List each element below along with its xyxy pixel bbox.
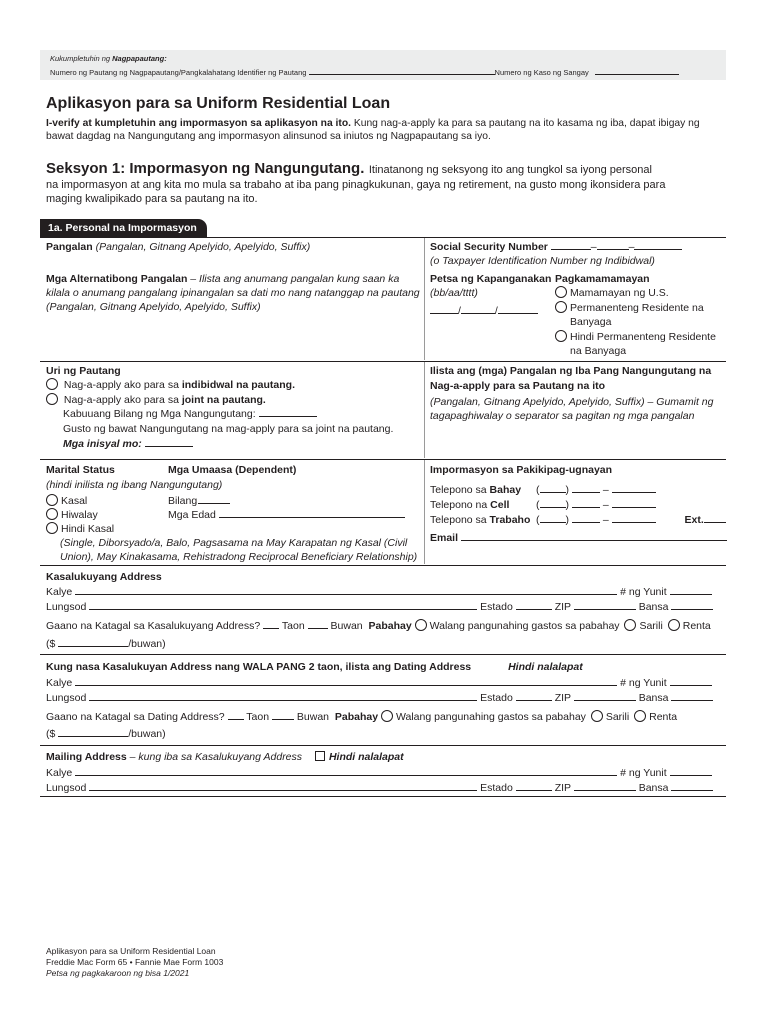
joint-credit-option[interactable]: Nag-a-apply ako para sa joint na pautang. — [46, 393, 266, 407]
name-label: Pangalan (Pangalan, Gitnang Apelyido, Apelyido, Suffix) — [46, 241, 311, 253]
section-description: na impormasyon at ang kita mo mula sa trabaho at iba pang pinagkukunan, gaya ng retirement, na gusto mong ikonsidera para maging kwalipikado para sa pautang na ito. — [46, 179, 666, 205]
current-rent-row: ($ /buwan) — [46, 638, 166, 650]
alt-names-field[interactable] — [46, 316, 416, 356]
loan-number-row — [50, 66, 679, 77]
former-housing-row: Gaano na Katagal sa Dating Address? Taon Buwan Pabahay Walang pangunahing gastos sa pabahay Sarili Renta — [46, 711, 678, 723]
lender-header — [40, 50, 726, 80]
credit-type-label: Uri ng Pautang — [46, 365, 121, 377]
radio-icon — [46, 508, 58, 520]
current-rent-field[interactable] — [58, 638, 128, 647]
initials-field[interactable] — [145, 438, 193, 447]
former-city-row: Lungsod Estado ZIP Bansa — [46, 691, 713, 705]
home-phone: Telepono sa Bahay ( ) – — [430, 483, 656, 497]
marital-unmarried[interactable]: Hindi Kasal — [46, 522, 114, 536]
ssn-part2-field[interactable] — [597, 241, 629, 250]
radio-icon[interactable] — [415, 619, 427, 631]
ext-field[interactable] — [704, 514, 726, 523]
citizenship-permanent[interactable]: Permanenteng Residente na — [555, 301, 704, 315]
agency-case-field[interactable] — [595, 66, 679, 75]
dob-hint: (bb/aa/tttt) — [430, 287, 478, 299]
total-borrowers: Kabuuang Bilang ng Mga Nangungutang: — [63, 407, 317, 421]
radio-icon[interactable] — [591, 710, 603, 722]
radio-icon — [46, 378, 58, 390]
former-street-row: Kalye # ng Yunit — [46, 676, 712, 690]
footer-effective-date: Petsa ng pagkakaroon ng bisa 1/2021 — [46, 968, 190, 978]
mailing-city-row: Lungsod Estado ZIP Bansa — [46, 781, 713, 795]
ssn-part3-field[interactable] — [634, 241, 682, 250]
dob-label: Petsa ng Kapanganakan — [430, 273, 552, 285]
current-city-row: Lungsod Estado ZIP Bansa — [46, 600, 713, 614]
marital-label: Marital Status — [46, 464, 115, 476]
marital-note: (Single, Diborsyado/a, Balo, Pagsasama na May Karapatan ng Kasal (Civil — [60, 537, 408, 549]
footer-title: Aplikasyon para sa Uniform Residential Loan — [46, 946, 216, 956]
former-rent-field[interactable] — [58, 728, 128, 737]
individual-credit-option[interactable]: Nag-a-apply ako para sa indibidwal na pautang. — [46, 378, 295, 392]
citizenship-us[interactable]: Mamamayan ng U.S. — [555, 286, 669, 300]
marital-married[interactable]: Kasal — [46, 494, 87, 508]
marital-note-2: Union), May Kinakasama, Rehistradong Reciprocal Beneficiary Relationship) — [60, 551, 418, 563]
subsection-tab: 1a. Personal na Impormasyon — [40, 219, 207, 237]
marital-hint: (hindi inilista ng ibang Nangungutang) — [46, 479, 223, 491]
email-field[interactable] — [461, 532, 727, 541]
mailing-city-field[interactable] — [89, 782, 477, 791]
dob-field[interactable]: / / — [430, 304, 538, 318]
checkbox-icon[interactable] — [315, 751, 325, 761]
total-borrowers-field[interactable] — [259, 408, 317, 417]
dependents-ages-field[interactable] — [219, 509, 405, 518]
radio-icon[interactable] — [668, 619, 680, 631]
other-borrowers-hint-2: tagapaghiwalay o separator sa pagitan ng mga pangalan — [430, 410, 695, 422]
radio-icon — [555, 330, 567, 342]
marital-separated[interactable]: Hiwalay — [46, 508, 98, 522]
page-title: Aplikasyon para sa Uniform Residential Loan — [46, 95, 391, 112]
dependents-number: Bilang — [168, 494, 230, 508]
radio-icon[interactable] — [624, 619, 636, 631]
current-address-label: Kasalukuyang Address — [46, 571, 162, 583]
other-borrowers-label: Ilista ang (mga) Pangalan ng Iba Pang Nangungutang na — [430, 365, 712, 377]
dependents-number-field[interactable] — [198, 495, 230, 504]
work-phone-field[interactable] — [612, 514, 656, 523]
current-unit-field[interactable] — [670, 586, 712, 595]
other-borrowers-label-2: Nag-a-apply para sa Pautang na ito — [430, 380, 606, 392]
citizenship-label: Pagkamamamayan — [555, 273, 650, 285]
mailing-street-field[interactable] — [75, 767, 617, 776]
former-street-field[interactable] — [75, 677, 617, 686]
radio-icon — [555, 301, 567, 313]
name-field[interactable] — [46, 254, 416, 270]
dependents-label: Mga Umaasa (Dependent) — [168, 464, 297, 476]
footer-form-ids: Freddie Mac Form 65 • Fannie Mae Form 1003 — [46, 957, 224, 967]
former-rent-row: ($ /buwan) — [46, 728, 166, 740]
initials-row: Mga inisyal mo: — [63, 437, 193, 451]
ssn-part1-field[interactable] — [551, 241, 591, 250]
footer — [46, 946, 223, 979]
work-phone: Telepono sa Trabaho ( ) – Ext. — [430, 513, 726, 527]
current-street-field[interactable] — [75, 586, 617, 595]
section-heading: Seksyon 1: Impormasyon ng Nangungutang. Itinatanong ng seksyong ito ang tungkol sa iyong personal — [46, 160, 652, 177]
radio-icon — [555, 286, 567, 298]
loan-identifier-label: Numero ng Pautang ng Nagpapautang/Pangkalahatang Identifier ng Pautang — [50, 68, 307, 77]
other-borrowers-field[interactable] — [430, 424, 726, 454]
mailing-address-label: Mailing Address – kung iba sa Kasalukuyang Address Hindi nalalapat — [46, 751, 404, 763]
radio-icon[interactable] — [634, 710, 646, 722]
current-street-row: Kalye # ng Yunit — [46, 585, 712, 599]
loan-identifier-field[interactable] — [309, 66, 495, 75]
radio-icon[interactable] — [381, 710, 393, 722]
ssn-hint: (o Taxpayer Identification Number ng Indibidwal) — [430, 255, 655, 267]
dependents-ages: Mga Edad — [168, 508, 405, 522]
citizenship-nonpermanent[interactable]: Hindi Permanenteng Residente — [555, 330, 716, 344]
radio-icon — [46, 393, 58, 405]
lender-header-title: Kukumpletuhin ng Nagpapautang: — [50, 54, 167, 63]
citizenship-permanent-line2: Banyaga — [570, 316, 612, 328]
former-address-label: Kung nasa Kasalukuyan Address nang WALA PANG 2 taon, ilista ang Dating Address Hindi nalalapat — [46, 661, 583, 673]
radio-icon — [46, 494, 58, 506]
cell-phone-field[interactable] — [612, 499, 656, 508]
former-city-field[interactable] — [89, 692, 477, 701]
radio-icon — [46, 522, 58, 534]
mailing-street-row: Kalye # ng Yunit — [46, 766, 712, 780]
alt-names-label: Mga Alternatibong Pangalan – Ilista ang anumang pangalan kung saan ka kilala o anumang pangalang ipinangalan sa dati mo nang natanggap na pautang (Pangalan, Gitnang Apelyido, Apelyido, Suffix) — [46, 273, 420, 313]
email-row: Email — [430, 531, 727, 545]
ssn-row: Social Security Number – – — [430, 240, 682, 254]
intro-text: I-verify at kumpletuhin ang impormasyon sa aplikasyon na ito. Kung nag-a-apply ka para sa pautang na ito kasama ng iba, dapat ibigay ng — [46, 118, 700, 129]
home-phone-field[interactable] — [612, 484, 656, 493]
joint-statement: Gusto ng bawat Nangungutang na mag-apply para sa joint na pautang. — [63, 423, 394, 435]
agency-case-label: Numero ng Kaso ng Sangay — [494, 68, 589, 77]
current-city-field[interactable] — [89, 601, 477, 610]
other-borrowers-hint: (Pangalan, Gitnang Apelyido, Apelyido, Suffix) – Gumamit ng — [430, 396, 714, 408]
contact-label: Impormasyon sa Pakikipag-ugnayan — [430, 464, 613, 476]
citizenship-nonpermanent-line2: na Banyaga — [570, 345, 627, 357]
intro-text-2: bawat dagdag na Nangungutang ang impormasyon alinsunod sa iniutos ng Nagpapautang sa iyo. — [46, 131, 491, 142]
cell-phone: Telepono na Cell ( ) – — [430, 498, 656, 512]
current-housing-row: Gaano na Katagal sa Kasalukuyang Address? Taon Buwan Pabahay Walang pangunahing gastos sa pabahay Sarili Renta — [46, 620, 711, 632]
